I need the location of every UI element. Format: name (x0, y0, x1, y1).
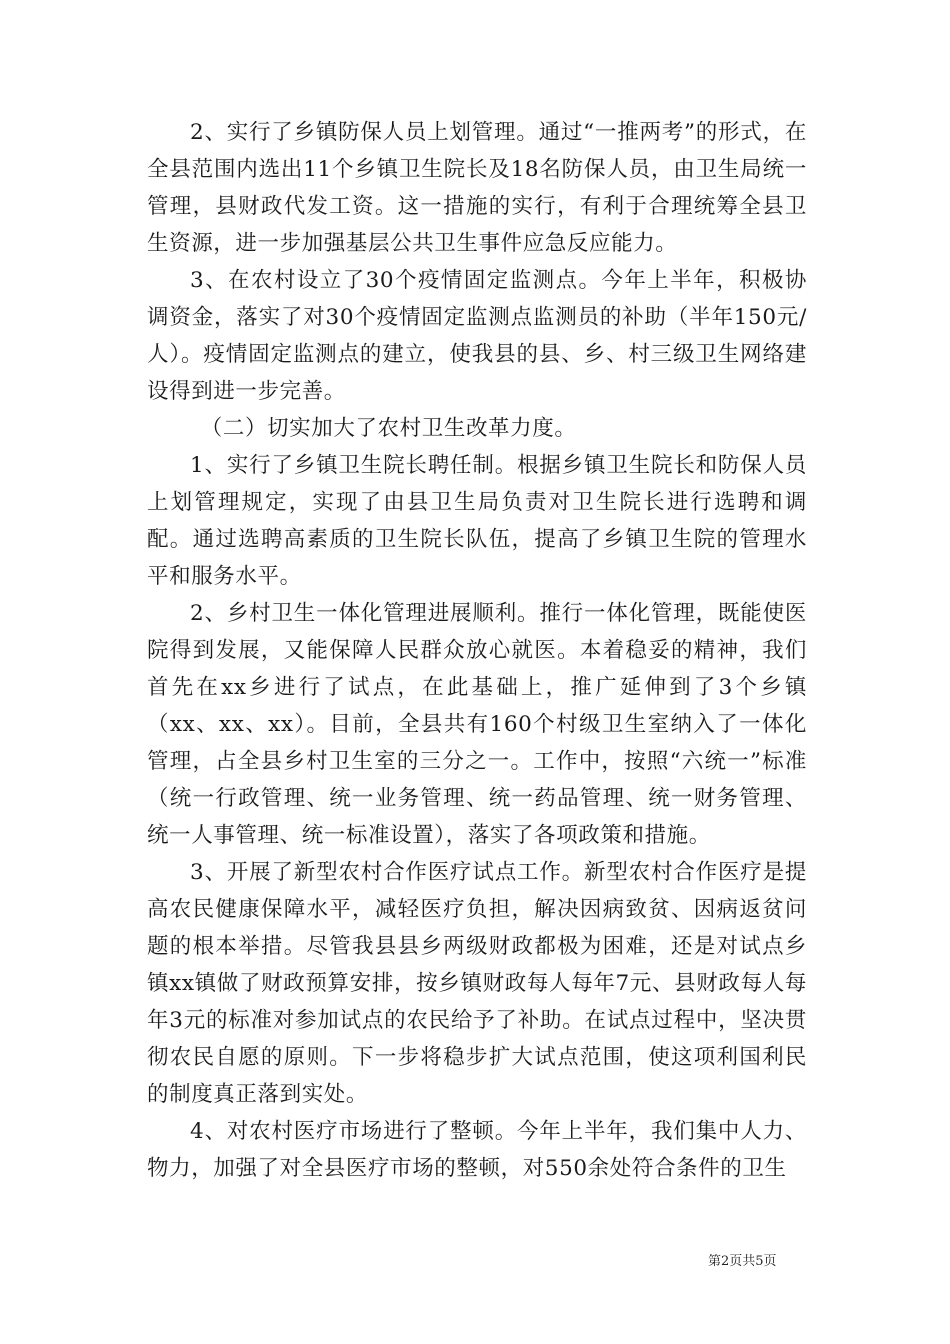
paragraph-6: 4、对农村医疗市场进行了整顿。今年上半年，我们集中人力、物力，加强了对全县医疗市场的整顿，对550余处符合条件的卫生 (147, 1119, 807, 1181)
paragraph-3: 1、实行了乡镇卫生院长聘任制。根据乡镇卫生院长和防保人员上划管理规定，实现了由县卫生局负责对卫生院长进行选聘和调配。通过选聘高素质的卫生院长队伍，提高了乡镇卫生院的管理水平和服务水平。 (147, 453, 807, 589)
paragraph-4: 2、乡村卫生一体化管理进展顺利。推行一体化管理，既能使医院得到发展，又能保障人民群众放心就医。本着稳妥的精神，我们首先在xx乡进行了试点，在此基础上，推广延伸到了3个乡镇（xx、xx、xx）。目前，全县共有160个村级卫生室纳入了一体化管理，占全县乡村卫生室的三分之一。工作中，按照“六统一”标准（统一行政管理、统一业务管理、统一药品管理、统一财务管理、统一人事管理、统一标准设置），落实了各项政策和措施。 (147, 601, 807, 848)
page-number-footer: 第2页共5页 (708, 1254, 777, 1269)
paragraph-2: 3、在农村设立了30个疫情固定监测点。今年上半年，积极协调资金，落实了对30个疫情固定监测点监测员的补助（半年150元/人）。疫情固定监测点的建立，使我县的县、乡、村三级卫生网络建设得到进一步完善。 (147, 268, 807, 404)
document-body (147, 114, 807, 1187)
paragraph-5: 3、开展了新型农村合作医疗试点工作。新型农村合作医疗是提高农民健康保障水平，减轻医疗负担，解决因病致贫、因病返贫问题的根本举措。尽管我县县乡两级财政都极为困难，还是对试点乡镇xx镇做了财政预算安排，按乡镇财政每人每年7元、县财政每人每年3元的标准对参加试点的农民给予了补助。在试点过程中，坚决贯彻农民自愿的原则。下一步将稳步扩大试点范围，使这项利国利民的制度真正落到实处。 (147, 860, 807, 1107)
paragraph-1: 2、实行了乡镇防保人员上划管理。通过“一推两考”的形式，在全县范围内选出11个乡镇卫生院长及18名防保人员，由卫生局统一管理，县财政代发工资。这一措施的实行，有利于合理统筹全县卫生资源，进一步加强基层公共卫生事件应急反应能力。 (147, 120, 807, 256)
section-heading: （二）切实加大了农村卫生改革力度。 (200, 416, 577, 441)
